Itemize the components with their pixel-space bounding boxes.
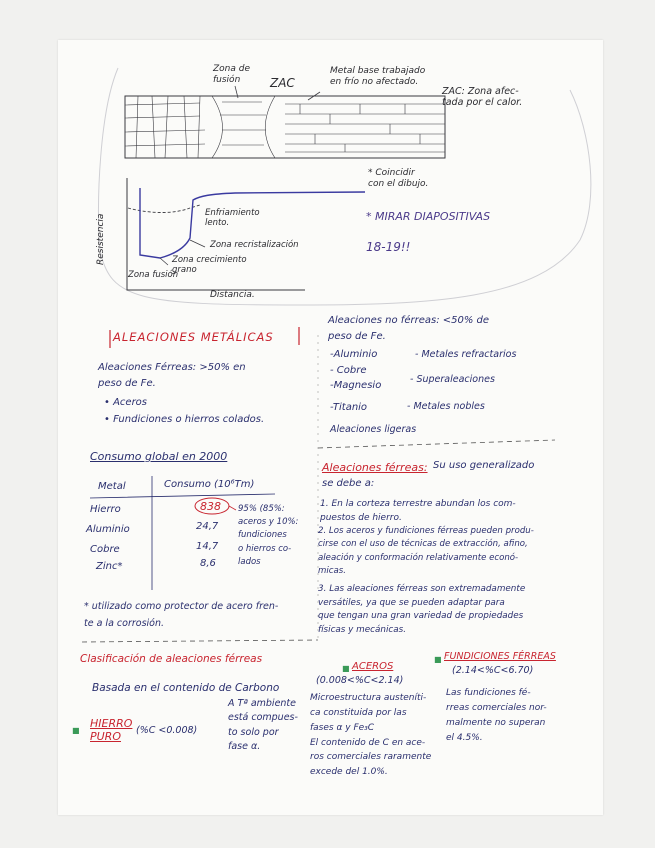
item-magnesio: -Magnesio [330,380,382,391]
heading-consumo: Consumo global en 2000 [90,450,228,463]
label-zona-fusion: Zona de fusión [213,64,251,85]
label-crecimiento: Zona crecimiento grano [172,255,247,276]
row-metal: Hierro [90,504,121,515]
label-enfriamiento: Enfriamiento lento. [205,208,260,229]
text-aleaciones-ferreas: Aleaciones Férreas: >50% en peso de Fe. [98,362,246,389]
label-metal-base: Metal base trabajado en frío no afectado. [330,66,426,87]
heading-aleaciones-ferreas: Aleaciones férreas: [322,461,428,474]
item-aluminio: -Aluminio [330,349,378,360]
row-metal: Zinc* [96,561,123,572]
note-hierro-share: 95% (85%: aceros y 10%: fundiciones o hierros co- lados [238,504,299,567]
item-refractarios: - Metales refractarios [415,349,517,360]
text-hierro-puro: A Tª ambiente está compues- to solo por fase α. [228,698,298,752]
heading-clasificacion: Clasificación de aleaciones férreas [80,653,263,665]
weld-microstructure [125,96,445,158]
axis-resistencia: Resistencia [96,213,106,265]
bullet-aceros: • Aceros [104,397,148,408]
row-value: 24,7 [196,521,219,532]
bullet-fundiciones: • Fundiciones o hierros colados. [104,414,265,425]
range-fundiciones: (2.14<%C<6.70) [452,665,534,676]
col-header-consumo: Consumo (10⁶Tm) [164,479,255,490]
text-ferreas-point-2: 2. Los aceros y fundiciones férreas pueden produ- cirse con el uso de técnicas de extracción, afino, aleación y conformación relativamente econó- micas. [318,526,534,576]
section-divider-1 [318,440,555,448]
label-recristalizacion: Zona recristalización [210,240,299,250]
row-value: 8,6 [200,558,216,569]
section-divider-2 [82,640,318,642]
label-fundiciones: FUNDICIONES FÉRREAS [444,651,556,662]
item-titanio: -Titanio [330,402,368,413]
item-ligeras: Aleaciones ligeras [330,424,417,435]
text-ferreas-point-1: 1. En la corteza terrestre abundan los com- puestos de hierro. [320,499,516,523]
label-zona-fusion-axis: Zona fusión [128,270,179,280]
text-ferreas-point-3: 3. Las aleaciones férreas son extremadamente versátiles, ya que se pueden adaptar para que tengan una gran variedad de propiedades físicas y mecánicas. [318,584,526,635]
label-zac-top: ZAC [270,76,295,90]
note-mirar-diapositivas: * MIRAR DIAPOSITIVAS [366,210,491,223]
row-value: 14,7 [196,541,219,552]
bullet-fundiciones: ■ [434,655,442,664]
range-hierro-puro: (%C <0.008) [136,725,198,736]
row-metal: Aluminio [86,524,130,535]
axis-distancia: Distancia. [210,290,255,300]
item-nobles: - Metales nobles [407,401,485,412]
text-clasificacion-base: Basada en el contenido de Carbono [92,682,280,694]
text-ferreas-intro: Su uso generalizado se debe a: [322,460,535,489]
text-aleaciones-no-ferreas: Aleaciones no férreas: <50% de peso de Fe. [328,315,490,342]
note-slides: 18-19!! [366,240,411,254]
note-coincidir: * Coincidir con el dibujo. [368,168,429,189]
bullet-aceros: ■ [342,664,350,673]
label-zac-definition: ZAC: Zona afec- tada por el calor. [442,86,523,109]
text-fundiciones: Las fundiciones fé- rreas comerciales nor- malmente no superan el 4.5%. [446,688,547,743]
row-metal: Cobre [90,544,120,555]
label-aceros: ACEROS [352,661,394,672]
range-aceros: (0.008<%C<2.14) [316,675,404,686]
item-cobre: - Cobre [330,365,367,376]
bullet-hierro-puro: ■ [72,726,80,735]
label-hierro-puro: HIERRO PURO [90,717,133,744]
item-superaleaciones: - Superaleaciones [410,374,495,385]
graph-dashed-curve [128,205,200,213]
footnote-zinc: * utilizado como protector de acero fren- te a la corrosión. [84,601,279,630]
row-value: 838 [200,500,221,513]
heading-aleaciones-metalicas: ALEACIONES METÁLICAS [113,330,274,344]
text-aceros: Microestructura austeníti- ca constituida por las fases α y Fe₃C El contenido de C en ace- ros comerciales raramente excede del 1.0%. [310,693,432,778]
col-header-metal: Metal [98,481,126,492]
